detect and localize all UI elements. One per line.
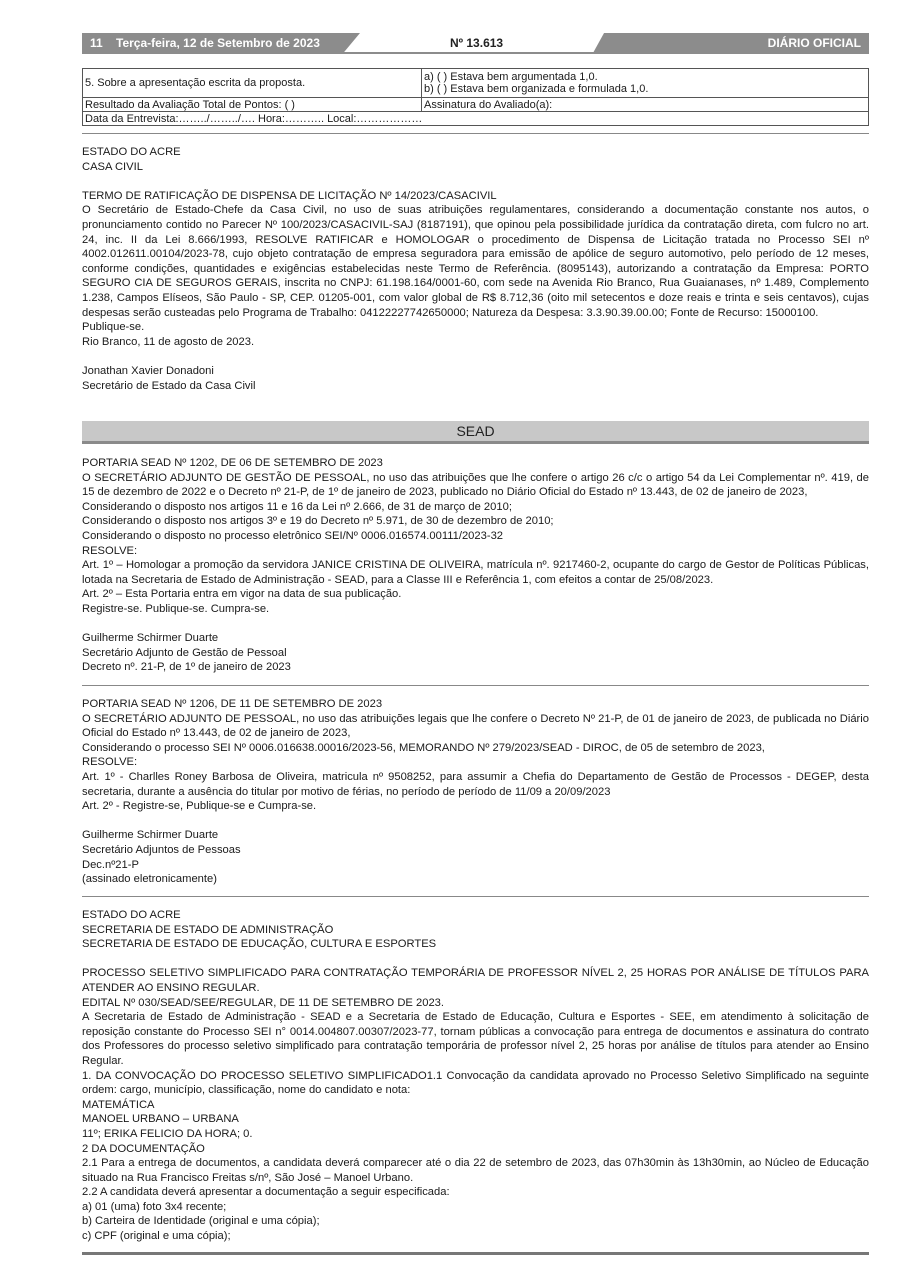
edital-number: EDITAL Nº 030/SEAD/SEE/REGULAR, DE 11 DE SETEMBRO DE 2023. <box>82 996 445 1009</box>
processo-seletivo-section <box>82 908 869 1244</box>
paragraph: Considerando o processo SEI Nº 0006.016638.00016/2023-56, MEMORANDO Nº 279/2023/SEAD - DIROC, de 05 de setembro de 2023, <box>82 741 765 754</box>
header-rule <box>82 52 869 54</box>
option-a: a) ( ) Estava bem argumentada 1,0. <box>424 71 598 83</box>
paragraph: 2.1 Para a entrega de documentos, a candidata deverá comparecer até o dia 22 de setembro de 2023, das 07h30min às 13h30min, ao Núcleo de Educação situado na Rua Francisco Freitas s/nº, São José – Manoel Urbano. <box>82 1157 869 1184</box>
divider <box>82 685 869 686</box>
paragraph: SECRETARIA DE ESTADO DE EDUCAÇÃO, CULTURA E ESPORTES <box>82 938 437 951</box>
option-b: b) ( ) Estava bem organizada e formulada 1,0. <box>424 83 649 95</box>
paragraph: A Secretaria de Estado de Administração - SEAD e a Secretaria de Estado de Educação, Cultura e Esportes - SEE, em atendimento à solicitação de reposição constante do Processo SEI n° 0014.004807.00307/2023-77, tornam públicas a convocação para entrega de documentos e assinatura do contrato dos Professores do processo seletivo simplificado para contratação temporária de professor nível 2, 25 horas por análise de títulos para atender ao Ensino Regular. <box>82 1011 869 1067</box>
interview-cell: Data da Entrevista:……../……../…. Hora:……….. Local:……………… <box>83 112 869 126</box>
paragraph: CASA CIVIL <box>82 160 143 173</box>
options-cell <box>422 69 869 98</box>
signature-note: (assinado eletronicamente) <box>82 873 217 886</box>
paragraph: O Secretário de Estado-Chefe da Casa Civil, no uso de suas atribuições regulamentares, considerando a documentação constante nos autos, o pronunciamento contido no Parecer Nº 100/2023/CASACIVIL-SAJ (8187191), que opinou pela possibilidade jurídica da contratação direta, com fulcro no art. 24, inc. II da Lei 8.666/1993, RESOLVE RATIFICAR e HOMOLOGAR o procedimento de Dispensa de Licitação tratada no Processo SEI nº 4002.012611.00104/2023-78, cujo objeto contratação de empresa seguradora para emissão de apólice de seguro automotivo, pelo período de 12 meses, conforme condições, quantidades e exigências estabelecidas neste Termo de Referência. (8095143), autorizando a contratação da Empresa: PORTO SEGURO CIA DE SEGUROS GERAIS, inscrita no CNPJ: 61.198.164/0001-60, com sede na Avenida Rio Branco, Rua Guaianases, nº 1.489, Complemento 1.238, Campos Elíseos, São Paulo - SP, CEP. 01205-001, com valor global de R$ 8.712,36 (oito mil setecentos e doze reais e trinta e seis centavos), cujas despesas serão custeadas pelo Programa de Trabalho: 04122227742650000; Natureza da Despesa: 3.3.90.39.00.00; Fonte de Recurso: 15000100. <box>82 204 869 319</box>
document-title: TERMO DE RATIFICAÇÃO DE DISPENSA DE LICITAÇÃO Nº 14/2023/CASACIVIL <box>82 189 497 202</box>
document-title: PORTARIA SEAD Nº 1206, DE 11 DE SETEMBRO DE 2023 <box>82 698 383 710</box>
spacer <box>82 814 869 829</box>
footer-rule <box>82 1252 869 1255</box>
paragraph: ESTADO DO ACRE <box>82 909 181 921</box>
signatory-decree: Decreto nº. 21-P, de 1º de janeiro de 2023 <box>82 661 291 674</box>
paragraph: Considerando o disposto nos artigos 11 e 16 da Lei nº 2.666, de 31 de março de 2010; <box>82 500 512 513</box>
paragraph: O SECRETÁRIO ADJUNTO DE PESSOAL, no uso das atribuições legais que lhe confere o Decreto Nº 21-P, de 01 de janeiro de 2023, de publicada no Diário Oficial do Estado nº 13.443, de 02 de janeiro de 2023, <box>82 712 869 740</box>
signatory-decree: Dec.nº21-P <box>82 858 139 871</box>
paragraph: 2 DA DOCUMENTAÇÃO <box>82 1142 205 1155</box>
spacer <box>82 349 869 364</box>
portaria-1202-section <box>82 456 869 675</box>
paragraph: Art. 2º – Esta Portaria entra em vigor na data de sua publicação. <box>82 588 402 601</box>
portaria-1206-section <box>82 697 869 887</box>
signatory-name: Guilherme Schirmer Duarte <box>82 829 219 842</box>
spacer <box>82 617 869 632</box>
paragraph: Art. 1º – Homologar a promoção da servidora JANICE CRISTINA DE OLIVEIRA, matrícula nº. 9217460-2, ocupante do cargo de Gestor de Políticas Públicas, lotada na Secretaria de Estado de Administração - SEAD, para a Classe III e Referência 1, com efeitos a contar de 25/08/2023. <box>82 559 869 586</box>
document-title: PORTARIA SEAD Nº 1202, DE 06 DE SETEMBRO DE 2023 <box>82 457 383 469</box>
result-cell: Resultado da Avaliação Total de Pontos: ( ) <box>83 98 422 112</box>
signature-cell: Assinatura do Avaliado(a): <box>422 98 869 112</box>
signatory-title: Secretário Adjunto de Gestão de Pessoal <box>82 646 287 659</box>
signatory-title: Secretário de Estado da Casa Civil <box>82 379 256 392</box>
paragraph: SECRETARIA DE ESTADO DE ADMINISTRAÇÃO <box>82 923 334 936</box>
signatory-title: Secretário Adjuntos de Pessoas <box>82 843 241 856</box>
paragraph: Art. 1º - Charlles Roney Barbosa de Oliveira, matricula nº 9508252, para assumir a Chefia do Departamento de Gestão de Processos - DEGEP, desta secretaria, durante a ausência do titular por motivo de férias, no período de período de 11/09 a 20/09/2023 <box>82 770 869 798</box>
list-item: a) 01 (uma) foto 3x4 recente; <box>82 1200 227 1213</box>
paragraph: MATEMÁTICA <box>82 1098 155 1111</box>
paragraph: Considerando o disposto no processo eletrônico SEI/Nº 0006.016574.00111/2023-32 <box>82 529 504 542</box>
issue-date: Terça-feira, 12 de Setembro de 2023 <box>116 36 320 50</box>
list-item: b) Carteira de Identidade (original e uma cópia); <box>82 1215 320 1228</box>
spacer <box>82 174 869 189</box>
list-item: c) CPF (original e uma cópia); <box>82 1230 231 1243</box>
paragraph: 1. DA CONVOCAÇÃO DO PROCESSO SELETIVO SIMPLIFICADO1.1 Convocação da candidata aprovado no Processo Seletivo Simplificado na seguinte ordem: cargo, município, classificação, nome do candidato e nota: <box>82 1069 869 1097</box>
journal-title: DIÁRIO OFICIAL <box>767 36 861 50</box>
paragraph: MANOEL URBANO – URBANA <box>82 1113 239 1126</box>
document-title: PROCESSO SELETIVO SIMPLIFICADO PARA CONTRATAÇÃO TEMPORÁRIA DE PROFESSOR NÍVEL 2, 25 HORAS POR ANÁLISE DE TÍTULOS PARA ATENDER AO ENSINO REGULAR. <box>82 967 869 994</box>
divider <box>82 133 869 134</box>
paragraph: O SECRETÁRIO ADJUNTO DE GESTÃO DE PESSOAL, no uso das atribuições que lhe confere o artigo 26 c/c o artigo 54 da Lei Complementar nº. 419, de 15 de dezembro de 2022 e o Decreto nº 21-P, de 1º de janeiro de 2023, publicado no Diário Oficial do Estado nº 13.443, de 02 de janeiro de 2023, <box>82 471 869 499</box>
paragraph: 11º; ERIKA FELICIO DA HORA; 0. <box>82 1127 253 1140</box>
section-bar-sead: SEAD <box>82 421 869 444</box>
paragraph: Considerando o disposto nos artigos 3º e 19 do Decreto nº 5.971, de 30 de dezembro de 2010; <box>82 515 554 528</box>
paragraph: Publique-se. <box>82 321 145 334</box>
signatory-name: Jonathan Xavier Donadoni <box>82 364 214 377</box>
paragraph: 2.2 A candidata deverá apresentar a documentação a seguir especificada: <box>82 1186 450 1199</box>
paragraph: ESTADO DO ACRE <box>82 146 181 158</box>
divider <box>82 896 869 897</box>
evaluation-table <box>82 68 869 126</box>
paragraph: RESOLVE: <box>82 544 138 557</box>
paragraph: RESOLVE: <box>82 756 138 769</box>
paragraph: Art. 2º - Registre-se, Publique-se e Cumpra-se. <box>82 800 317 813</box>
signatory-name: Guilherme Schirmer Duarte <box>82 632 219 645</box>
paragraph: Rio Branco, 11 de agosto de 2023. <box>82 335 255 348</box>
page-number: 11 <box>90 36 103 50</box>
item5-cell: 5. Sobre a apresentação escrita da proposta. <box>83 69 422 98</box>
spacer <box>82 952 869 967</box>
issue-number: Nº 13.613 <box>450 36 504 50</box>
paragraph: Registre-se. Publique-se. Cumpra-se. <box>82 602 270 615</box>
page-header <box>82 33 869 53</box>
casa-civil-section <box>82 145 869 393</box>
